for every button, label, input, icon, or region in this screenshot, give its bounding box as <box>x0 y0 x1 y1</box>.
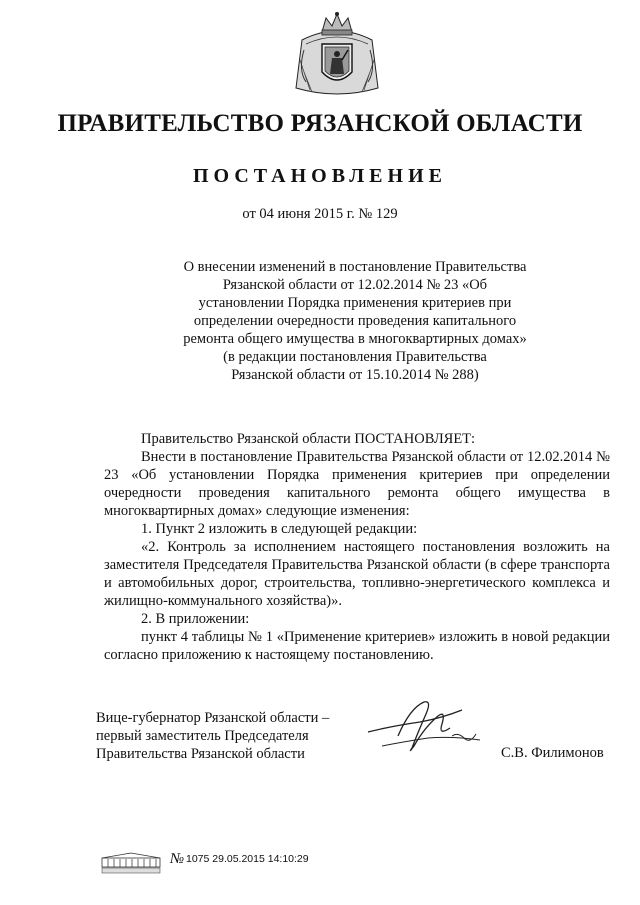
subject-line: установлении Порядка применения критериев при <box>198 295 512 311</box>
subject-line: ремонта общего имущества в многоквартирных домах» <box>183 331 527 347</box>
body-item-heading: 1. Пункт 2 изложить в следующей редакции: <box>141 521 418 537</box>
body-item-heading: 2. В приложении: <box>141 611 250 627</box>
body-preamble: Правительство Рязанской области ПОСТАНОВЛЯЕТ: <box>141 431 476 447</box>
body-paragraph: пункт 4 таблицы № 1 «Применение критериев» изложить в новой редакции согласно приложению к настоящему постановлению. <box>104 629 610 663</box>
signer-name: С.В. Филимонов <box>501 745 604 761</box>
body-paragraph: «2. Контроль за исполнением настоящего постановления возложить на заместителя Председателя Правительства Рязанской области (в сфере транспорта и автомобильных дорог, строительства, топливно-энергетического комплекса и жилищно-коммунального хозяйства)». <box>104 539 610 609</box>
signer-position-line: первый заместитель Председателя <box>96 728 309 744</box>
document-body <box>104 430 610 664</box>
body-paragraph: Внести в постановление Правительства Рязанской области от 12.02.2014 № 23 «Об установлении Порядка применения критериев при определении очередности проведения капитального ремонта общего имущества в многоквартирных домах» следующие изменения: <box>104 449 610 519</box>
document-type-title: ПОСТАНОВЛЕНИЕ <box>193 165 447 187</box>
subject-line: определении очередности проведения капитального <box>193 313 517 329</box>
registration-mark: № <box>170 851 185 867</box>
organization-title: ПРАВИТЕЛЬСТВО РЯЗАНСКОЙ ОБЛАСТИ <box>57 110 583 137</box>
subject-line: О внесении изменений в постановление Правительства <box>183 259 527 275</box>
document-subject <box>150 258 560 384</box>
subject-line: Рязанской области от 15.10.2014 № 288) <box>231 367 479 383</box>
signer-position-line: Вице-губернатор Рязанской области – <box>96 710 330 726</box>
government-building-logo <box>100 852 162 874</box>
subject-line: (в редакции постановления Правительства <box>223 349 487 365</box>
coat-of-arms-emblem <box>292 10 382 102</box>
signer-position-line: Правительства Рязанской области <box>96 746 305 762</box>
handwritten-signature <box>362 688 490 760</box>
registration-stamp: 1075 29.05.2015 14:10:29 <box>186 853 309 865</box>
document-date-number: от 04 июня 2015 г. № 129 <box>242 206 398 222</box>
subject-line: Рязанской области от 12.02.2014 № 23 «Об <box>222 277 488 293</box>
signer-position <box>96 709 329 763</box>
